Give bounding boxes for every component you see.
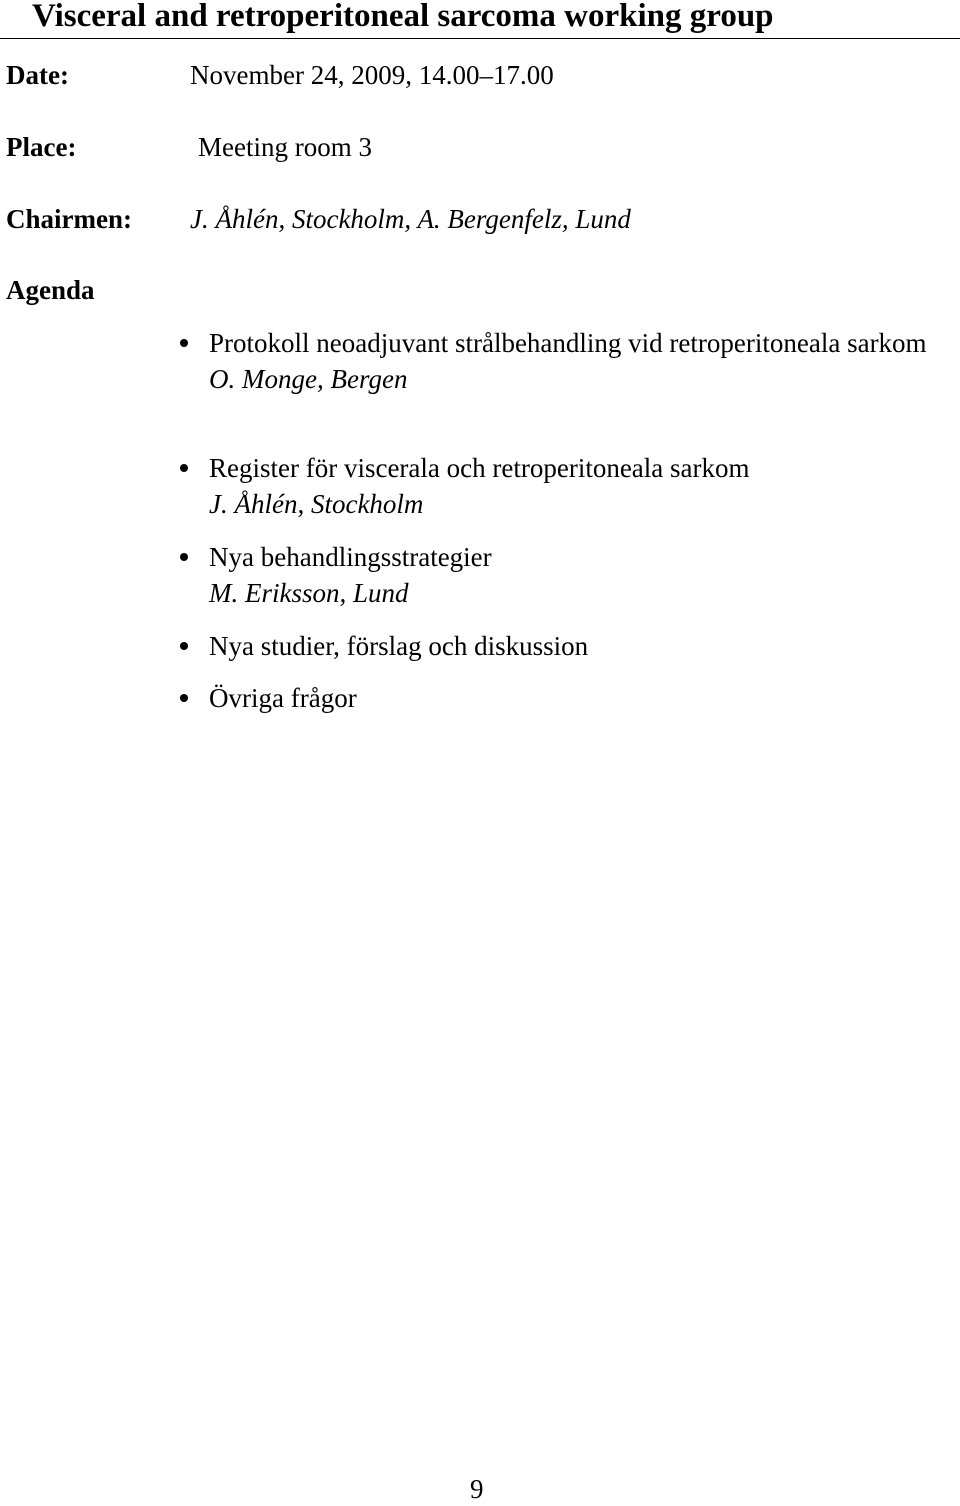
agenda-item-text: Nya studier, förslag och diskussion (209, 631, 589, 661)
agenda-item-content (209, 450, 954, 522)
bullet-icon (180, 464, 188, 472)
agenda-heading: Agenda (6, 275, 95, 305)
bullet-icon (180, 553, 188, 561)
document-title: Visceral and retroperitoneal sarcoma working group (32, 0, 774, 34)
agenda-item-speaker: J. Åhlén, Stockholm (209, 489, 424, 519)
bullet-icon (180, 339, 188, 347)
agenda-item-text: Protokoll neoadjuvant strålbehandling vid retroperitoneala sarkom (209, 328, 927, 358)
agenda-item-content (209, 680, 954, 716)
place-value: Meeting room 3 (198, 132, 372, 162)
agenda-item-text: Övriga frågor (209, 683, 357, 713)
agenda-item-content (209, 325, 954, 397)
bullet-icon (180, 642, 188, 650)
agenda-item-content (209, 628, 954, 664)
agenda-item-text: Nya behandlingsstrategier (209, 542, 492, 572)
agenda-item-text: Register för viscerala och retroperitoneala sarkom (209, 453, 750, 483)
agenda-item-speaker: O. Monge, Bergen (209, 364, 408, 394)
date-label: Date: (6, 60, 69, 90)
agenda-item-content (209, 539, 954, 611)
agenda-item-speaker: M. Eriksson, Lund (209, 578, 409, 608)
page-number: 9 (470, 1474, 484, 1504)
date-value: November 24, 2009, 14.00–17.00 (190, 60, 554, 90)
title-underline (0, 38, 960, 39)
chairmen-value: J. Åhlén, Stockholm, A. Bergenfelz, Lund (190, 204, 631, 234)
bullet-icon (180, 694, 188, 702)
chairmen-label: Chairmen: (6, 204, 132, 234)
place-label: Place: (6, 132, 77, 162)
